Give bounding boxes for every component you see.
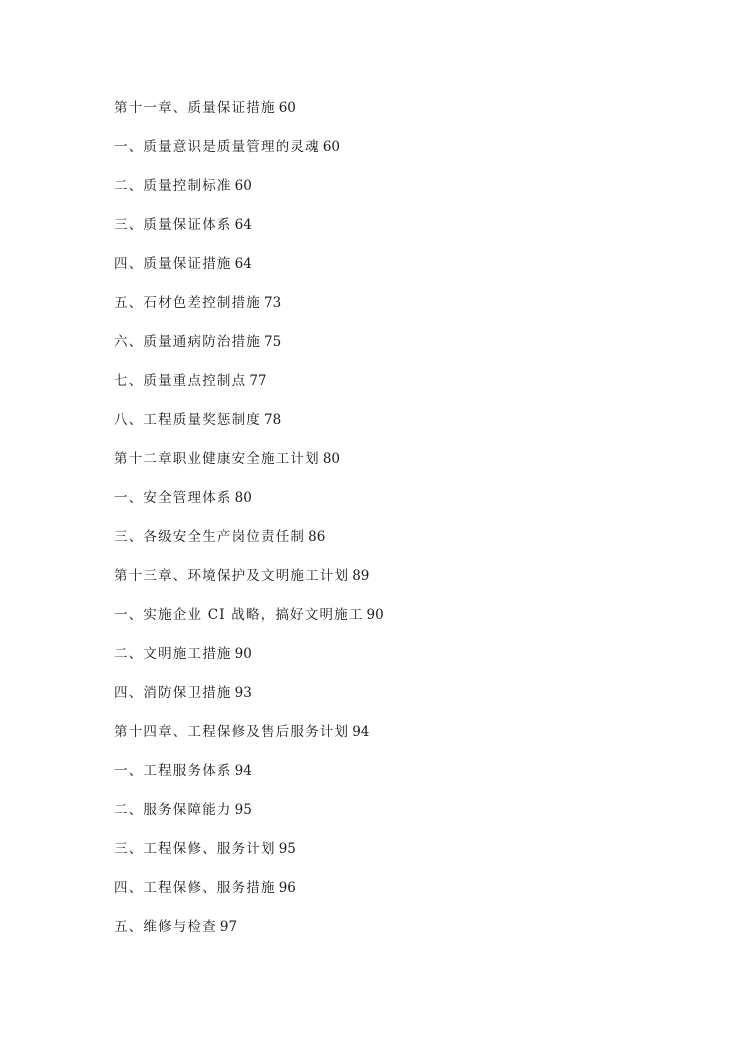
- toc-entry-page: 94: [234, 763, 252, 779]
- toc-entry[interactable]: [114, 642, 674, 681]
- toc-entry-page: 78: [264, 412, 282, 428]
- toc-entry-page: 90: [366, 607, 384, 623]
- toc-entry[interactable]: [114, 798, 674, 837]
- toc-entry[interactable]: [114, 369, 674, 408]
- toc-entry-page: 86: [308, 529, 326, 545]
- toc-entry-title: 四、工程保修、服务措施: [114, 880, 276, 896]
- toc-entry-title: 一、安全管理体系: [114, 490, 232, 506]
- toc-entry[interactable]: [114, 564, 674, 603]
- toc-entry-title: 一、实施企业 CI 战略，搞好文明施工: [114, 607, 364, 623]
- toc-entry[interactable]: [114, 603, 674, 642]
- toc-entry[interactable]: [114, 915, 674, 954]
- toc-entry-title: 第十四章、工程保修及售后服务计划: [114, 724, 350, 740]
- toc-entry[interactable]: [114, 408, 674, 447]
- toc-entry[interactable]: [114, 174, 674, 213]
- toc-entry-page: 89: [352, 568, 370, 584]
- toc-entry-page: 80: [322, 451, 340, 467]
- toc-entry[interactable]: [114, 447, 674, 486]
- toc-entry-title: 七、质量重点控制点: [114, 373, 247, 389]
- toc-entry-title: 五、石材色差控制措施: [114, 295, 261, 311]
- toc-entry[interactable]: [114, 681, 674, 720]
- toc-entry-page: 90: [234, 646, 252, 662]
- toc-entry-title: 一、质量意识是质量管理的灵魂: [114, 139, 320, 155]
- toc-entry[interactable]: [114, 291, 674, 330]
- table-of-contents: [114, 96, 674, 954]
- toc-entry-page: 64: [234, 217, 252, 233]
- toc-entry[interactable]: [114, 213, 674, 252]
- toc-entry-title: 一、工程服务体系: [114, 763, 232, 779]
- toc-entry-title: 三、各级安全生产岗位责任制: [114, 529, 306, 545]
- toc-entry-page: 96: [278, 880, 296, 896]
- toc-entry-title: 四、消防保卫措施: [114, 685, 232, 701]
- toc-entry-title: 三、质量保证体系: [114, 217, 232, 233]
- toc-entry-title: 三、工程保修、服务计划: [114, 841, 276, 857]
- toc-entry-page: 75: [264, 334, 282, 350]
- toc-entry[interactable]: [114, 525, 674, 564]
- toc-entry[interactable]: [114, 759, 674, 798]
- toc-entry-page: 93: [234, 685, 252, 701]
- toc-entry-page: 60: [278, 100, 296, 116]
- toc-entry-page: 80: [234, 490, 252, 506]
- toc-entry-page: 95: [234, 802, 252, 818]
- toc-entry-title: 五、维修与检查: [114, 919, 217, 935]
- toc-entry-title: 二、文明施工措施: [114, 646, 232, 662]
- toc-entry-page: 77: [249, 373, 267, 389]
- toc-entry-page: 60: [322, 139, 340, 155]
- toc-entry-page: 64: [234, 256, 252, 272]
- toc-entry-title: 六、质量通病防治措施: [114, 334, 261, 350]
- toc-entry[interactable]: [114, 96, 674, 135]
- toc-entry-page: 94: [352, 724, 370, 740]
- toc-entry[interactable]: [114, 330, 674, 369]
- toc-entry-title: 第十二章职业健康安全施工计划: [114, 451, 320, 467]
- toc-entry-title: 八、工程质量奖惩制度: [114, 412, 261, 428]
- toc-entry-page: 97: [219, 919, 238, 935]
- toc-entry-page: 73: [264, 295, 282, 311]
- toc-entry-title: 四、质量保证措施: [114, 256, 232, 272]
- toc-entry[interactable]: [114, 135, 674, 174]
- toc-entry[interactable]: [114, 252, 674, 291]
- toc-entry[interactable]: [114, 486, 674, 525]
- toc-entry-page: 95: [278, 841, 296, 857]
- toc-entry[interactable]: [114, 876, 674, 915]
- toc-entry-title: 第十三章、环境保护及文明施工计划: [114, 568, 350, 584]
- toc-entry-title: 第十一章、质量保证措施: [114, 100, 276, 116]
- toc-entry[interactable]: [114, 720, 674, 759]
- toc-entry[interactable]: [114, 837, 674, 876]
- toc-entry-title: 二、质量控制标准: [114, 178, 232, 194]
- toc-entry-title: 二、服务保障能力: [114, 802, 232, 818]
- toc-entry-page: 60: [234, 178, 252, 194]
